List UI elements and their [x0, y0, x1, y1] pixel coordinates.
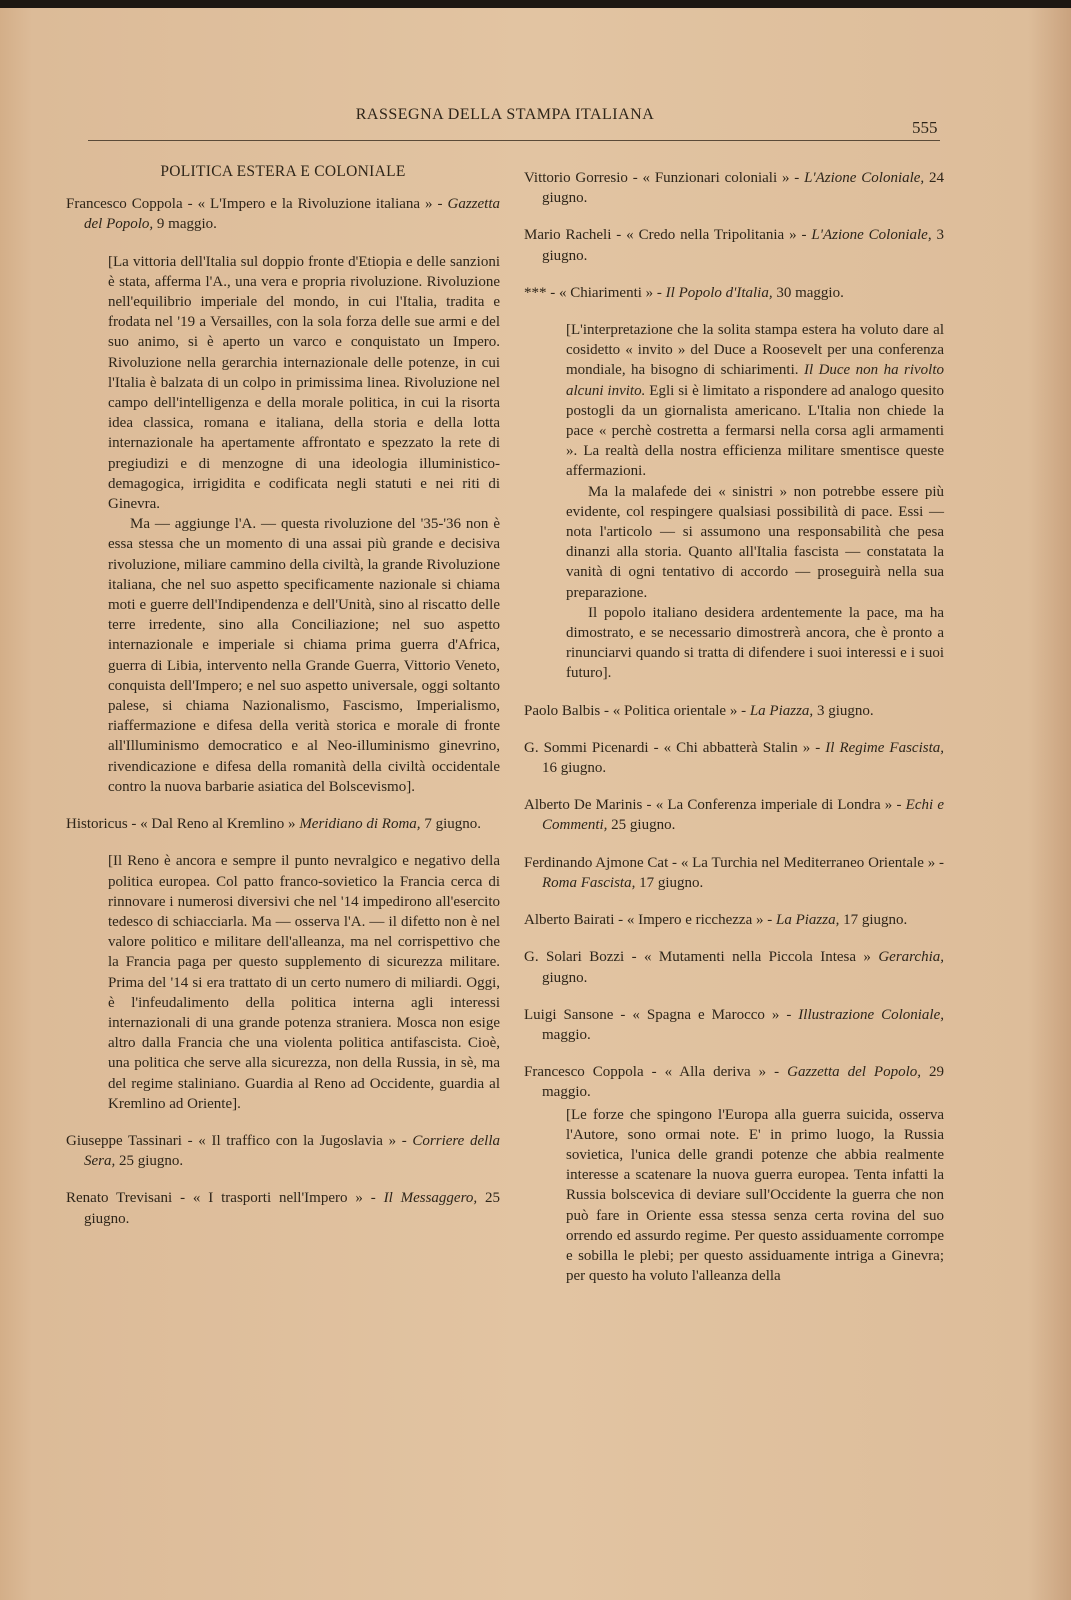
bibliography-entry: Historicus - « Dal Reno al Kremlino » Meridiano di Roma, 7 giugno.	[66, 816, 481, 833]
entry-author: Historicus	[66, 816, 128, 833]
entry-source: Gazzetta del Popolo,	[787, 1064, 922, 1081]
summary-paragraph: Il popolo italiano desidera ardentemente la pace, ma ha dimostrato, e se necessario dimostrerà ancora, che è pronto a rinunciarvi quando si tratta di difendere i suoi interessi e i suoi futuro].	[566, 604, 944, 682]
entry-summary	[566, 320, 944, 684]
entry-source: Roma Fascista,	[542, 874, 636, 891]
entry-date: 3 giugno.	[816, 702, 874, 719]
entry-title: « Credo nella Tripolitania »	[626, 227, 797, 244]
bibliography-entry: G. Solari Bozzi - « Mutamenti nella Piccola Intesa » Gerarchia, giugno.	[524, 949, 945, 986]
entry-author: Renato Trevisani	[66, 1190, 173, 1207]
entry-date: 24 giugno.	[542, 170, 944, 207]
page-number: 555	[912, 118, 938, 137]
left-column	[66, 162, 500, 1246]
summary-paragraph: Ma — aggiunge l'A. — questa rivoluzione del '35-'36 non è essa stessa che un momento di una assai più grande e decisiva rivoluzione, miliare cammino della civiltà, la grande Rivoluzione italiana, che nel suo aspetto specificamente nazionale si chiama moti e guerre dell'Indipendenza e dell'Unità, sino al riscatto delle terre irredente, sino alla Conciliazione; nel suo aspetto internazionale e imperiale si chiama prima guerra d'Africa, guerra di Libia, intervento nella Grande Guerra, Vittorio Veneto, conquista dell'Impero; e nel suo aspetto universale, oggi soltanto palese, si chiama Nazionalismo, Fascismo, Imperialismo, riaffermazione e difesa della verità storica e morale di fronte all'Illuminismo democratico e al Neo-illuminismo ginevrino, rivendicazione e difesa della romanità della civiltà occidentale contro la nuova barbarie asiatica del Bolscevismo].	[108, 516, 500, 795]
summary-text: Egli si è limitato a rispondere ad analogo quesito postogli da un giornalista americano. L'Italia non chiede la pace « perchè costretta a fermarsi nella corsa agli armamenti ». La realtà della nostra efficienza militare smentisce queste affermazioni.	[566, 382, 945, 480]
header-rule	[88, 140, 940, 141]
entry-date: 30 maggio.	[776, 284, 844, 301]
entry-author: Alberto De Marinis	[524, 797, 643, 814]
entry-title: « Il traffico con la Jugoslavia »	[198, 1132, 397, 1149]
entry-author: G. Sommi Picenardi	[524, 739, 649, 756]
entry-author: Giuseppe Tassinari	[66, 1132, 182, 1149]
entry-source: Il Messaggero,	[383, 1190, 478, 1207]
entry-title: « Alla deriva »	[664, 1064, 767, 1081]
section-title: POLITICA ESTERA E COLONIALE	[160, 163, 406, 180]
entry-date: 25 giugno.	[119, 1153, 184, 1170]
entry-title: « Funzionari coloniali »	[642, 170, 790, 186]
entry-source: Il Regime Fascista,	[825, 739, 945, 756]
entry-author: Luigi Sansone	[524, 1006, 614, 1023]
entry-title: « Politica orientale »	[612, 702, 738, 719]
entry-title: « La Turchia nel Mediterraneo Orientale »	[680, 854, 936, 871]
entry-date: 25 giugno.	[84, 1190, 500, 1227]
entry-summary	[566, 1105, 944, 1287]
entry-date: 17 giugno.	[843, 912, 908, 929]
entry-date: 16 giugno.	[542, 760, 607, 777]
running-header: RASSEGNA DELLA STAMPA ITALIANA	[355, 106, 655, 123]
summary-paragraph: [La vittoria dell'Italia sul doppio fronte d'Etiopia e delle sanzioni è stata, afferma l'A., una vera e propria rivoluzione. Rivoluzione nell'equilibrio imperiale del mondo, in cui l'Italia, tradita e frodata nel '19 a Versailles, con la sola forza delle sue armi e del suo animo, si è aperto un varco e conquistato un Impero. Rivoluzione nella gerarchia internazionale delle potenze, in cui l'Italia è balzata di un colpo in primissima linea. Rivoluzione nel campo dell'intelligenza e della morale politica, in cui la risorta idea classica, romana e italiana, della storia e della lotta internazionale ha apertamente affrontato e spezzato la rete di pregiudizi e di menzogne di una ideologia illuministico-demagogica, irrigidita e codificata negli statuti e nei riti di Ginevra.	[108, 253, 500, 513]
summary-paragraph: [Il Reno è ancora e sempre il punto nevralgico e negativo della politica europea. Col patto franco-sovietico la Francia cerca di rinnovare i numerosi diversivi che nel '14 impedirono all'esercito tedesco di schiacciarla. Ma — osserva l'A. — il difetto non è nel valore politico e militare dell'alleanza, ma nel corrispettivo che la Francia paga per questo supplemento di sicurezza militare. Prima del '14 si era trattato di un certo numero di miliardi. Oggi, è l'infeudalimento della politica interna agli interessi internazionali di una grande potenza straniera. Mosca non esige altro dalla Francia che una violenta politica antifascista. Cioè, una politica che serve alla sicurezza, non della Russia, in sè, ma del regime staliniano. Guardia al Reno ad Occidente, guardia al Kremlino ad Oriente].	[108, 853, 500, 1112]
entry-source: La Piazza,	[775, 912, 840, 929]
entry-source: La Piazza,	[749, 702, 814, 719]
entry-author: Ferdinando Ajmone Cat	[524, 854, 669, 871]
entry-summary	[108, 252, 500, 797]
bibliography-entry: *** - « Chiarimenti » - Il Popolo d'Italia, 30 maggio.	[524, 284, 844, 301]
entry-date: 3 giugno.	[542, 227, 944, 264]
entry-title: « Spagna e Marocco »	[632, 1006, 780, 1023]
summary-paragraph: Ma la malafede dei « sinistri » non potrebbe essere più evidente, col respingere qualsiasi possibilità di pace. Essi — nota l'articolo — si assumono una responsabilità che pesa dinanzi alla storia. Quanto all'Italia fascista — constatata la vanità di ogni tentativo di accordo — proseguirà nella sua preparazione.	[566, 483, 944, 601]
entry-date: 17 giugno.	[639, 874, 704, 891]
entry-date: maggio.	[542, 1026, 591, 1043]
entry-author: Mario Racheli	[524, 227, 612, 244]
entry-date: 29 maggio.	[542, 1064, 945, 1101]
entry-author: Francesco Coppola	[524, 1064, 644, 1081]
entry-title: « Chiarimenti »	[559, 284, 654, 301]
entry-date: giugno.	[542, 969, 588, 986]
entry-source: Corriere della Sera,	[84, 1132, 500, 1170]
entry-title: « I trasporti nell'Impero »	[192, 1190, 363, 1207]
entry-source: L'Azione Coloniale,	[811, 227, 932, 244]
entry-author: Paolo Balbis	[524, 702, 601, 719]
bibliography-entry: Vittorio Gorresio - « Funzionari coloniali » - L'Azione Coloniale, 24 giugno.	[524, 170, 944, 207]
entry-date: 9 maggio.	[156, 216, 217, 233]
entry-date: 25 giugno.	[611, 817, 676, 834]
entry-source: Gerarchia,	[878, 949, 945, 966]
entry-source: Echi e Commenti,	[542, 797, 944, 834]
bibliography-entry: Giuseppe Tassinari - « Il traffico con la Jugoslavia » - Corriere della Sera, 25 giugno.	[66, 1132, 500, 1170]
entry-source: Meridiano di Roma,	[299, 816, 421, 833]
entry-title: « La Conferenza imperiale di Londra »	[655, 797, 893, 814]
summary-paragraph	[566, 320, 944, 482]
entry-title: « Chi abbatterà Stalin »	[663, 739, 811, 756]
entry-summary	[108, 851, 500, 1114]
entry-source: L'Azione Coloniale,	[804, 170, 925, 186]
bibliography-entry: Francesco Coppola - « Alla deriva » - Gazzetta del Popolo, 29 maggio.	[524, 1064, 945, 1101]
bibliography-entry: Ferdinando Ajmone Cat - « La Turchia nel Mediterraneo Orientale » - Roma Fascista, 17 giugno.	[524, 854, 944, 891]
entry-source: Il Popolo d'Italia,	[665, 284, 773, 301]
summary-italic-text: Il Duce non ha rivolto alcuni invito.	[566, 362, 945, 399]
entry-source: Illustrazione Coloniale,	[798, 1006, 945, 1023]
entry-author: Francesco Coppola	[66, 196, 183, 213]
summary-text: [L'interpretazione che la solita stampa estera ha voluto dare al cosidetto « invito » del Duce a Roosevelt per una conferenza mondiale, ha bisogno di schiarimenti.	[566, 322, 944, 379]
scan-edge	[0, 0, 1071, 8]
bibliography-entry: Renato Trevisani - « I trasporti nell'Impero » - Il Messaggero, 25 giugno.	[66, 1190, 500, 1227]
entry-source: Gazzetta del Popolo,	[84, 196, 501, 233]
right-column	[524, 168, 944, 1303]
entry-author: Alberto Bairati	[524, 912, 615, 929]
entry-title: « Impero e ricchezza »	[626, 912, 764, 929]
entry-author: G. Solari Bozzi	[524, 949, 625, 966]
entry-author: ***	[524, 284, 547, 301]
entry-date: 7 giugno.	[424, 816, 481, 833]
entry-title: « L'Impero e la Rivoluzione italiana »	[197, 196, 433, 213]
entry-title: « Mutamenti nella Piccola Intesa »	[644, 949, 871, 966]
bibliography-entry: Alberto De Marinis - « La Conferenza imperiale di Londra » - Echi e Commenti, 25 giugno.	[524, 797, 944, 834]
entry-title: « Dal Reno al Kremlino »	[140, 816, 296, 833]
summary-paragraph: [Le forze che spingono l'Europa alla guerra suicida, osserva l'Autore, sono ormai note. E' in primo luogo, la Russia sovietica, l'unica delle grandi potenze che abbia realmente interesse a scatenare la nuova guerra europea. Tenta infatti la Russia bolscevica di deviare sull'Occidente la guerra che non può fare in Oriente essa stessa senza certa rovina del suo orrendo ed assurdo regime. Per questo assiduamente corrompe e sobilla le plebi; per questo assiduamente intriga a Ginevra; per questo ha voluto l'alleanza della	[566, 1106, 944, 1285]
bibliography-entry: G. Sommi Picenardi - « Chi abbatterà Stalin » - Il Regime Fascista, 16 giugno.	[524, 739, 945, 777]
bibliography-entry: Luigi Sansone - « Spagna e Marocco » - Illustrazione Coloniale, maggio.	[524, 1006, 945, 1043]
bibliography-entry: Mario Racheli - « Credo nella Tripolitania » - L'Azione Coloniale, 3 giugno.	[524, 227, 944, 264]
bibliography-entry: Alberto Bairati - « Impero e ricchezza » - La Piazza, 17 giugno.	[524, 912, 908, 929]
entry-author: Vittorio Gorresio	[524, 170, 628, 186]
bibliography-entry: Paolo Balbis - « Politica orientale » - La Piazza, 3 giugno.	[524, 702, 874, 719]
bibliography-entry: Francesco Coppola - « L'Impero e la Rivoluzione italiana » - Gazzetta del Popolo, 9 maggio.	[66, 196, 501, 233]
